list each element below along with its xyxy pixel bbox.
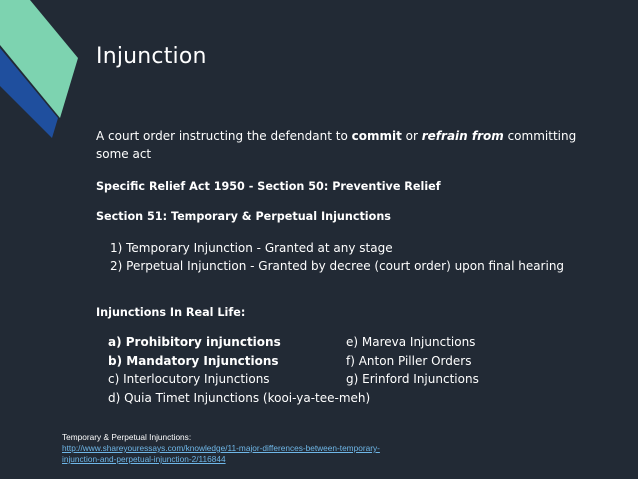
list-row xyxy=(108,389,479,408)
footer-caption: Temporary & Perpetual Injunctions: xyxy=(62,432,192,442)
list-item: f) Anton Piller Orders xyxy=(346,353,472,368)
list-item: a) Prohibitory injunctions xyxy=(108,335,281,349)
footer-link-line2[interactable]: injunction-and-perpetual-injunction-2/116844 xyxy=(62,454,226,464)
list-row xyxy=(108,333,479,352)
heading-real-life: Injunctions In Real Life: xyxy=(96,306,246,319)
list-item: b) Mandatory Injunctions xyxy=(108,353,279,368)
list-item: c) Interlocutory Injunctions xyxy=(108,372,270,386)
definition-refrain: refrain from xyxy=(421,129,504,143)
list-item: e) Mareva Injunctions xyxy=(346,335,476,349)
definition-text: A court order instructing the defendant to xyxy=(96,129,352,143)
slide-title: Injunction xyxy=(96,44,207,69)
numbered-list xyxy=(110,239,564,275)
list-row xyxy=(108,352,479,371)
definition-line2: some act xyxy=(96,147,152,161)
definition-text-end: committing xyxy=(503,129,577,143)
definition-commit: commit xyxy=(351,129,402,143)
heading-section-51: Section 51: Temporary & Perpetual Injunctions xyxy=(96,210,391,223)
list-item: 1) Temporary Injunction - Granted at any stage xyxy=(110,241,393,255)
list-item: d) Quia Timet Injunctions (kooi-ya-tee-meh) xyxy=(108,390,371,405)
list-row xyxy=(108,370,479,389)
corner-decoration xyxy=(0,0,80,140)
list-item: g) Erinford Injunctions xyxy=(346,372,479,386)
footer-link-line1[interactable]: http://www.shareyouressays.com/knowledge/11-major-differences-between-temporary- xyxy=(62,443,380,453)
definition-paragraph xyxy=(96,127,616,163)
injunction-types-list xyxy=(108,333,479,407)
definition-text-or: or xyxy=(401,129,422,143)
footer-citation xyxy=(62,432,380,465)
heading-specific-relief-act: Specific Relief Act 1950 - Section 50: Preventive Relief xyxy=(96,180,441,193)
list-item: 2) Perpetual Injunction - Granted by decree (court order) upon final hearing xyxy=(110,259,565,273)
footer-link[interactable] xyxy=(62,443,380,465)
